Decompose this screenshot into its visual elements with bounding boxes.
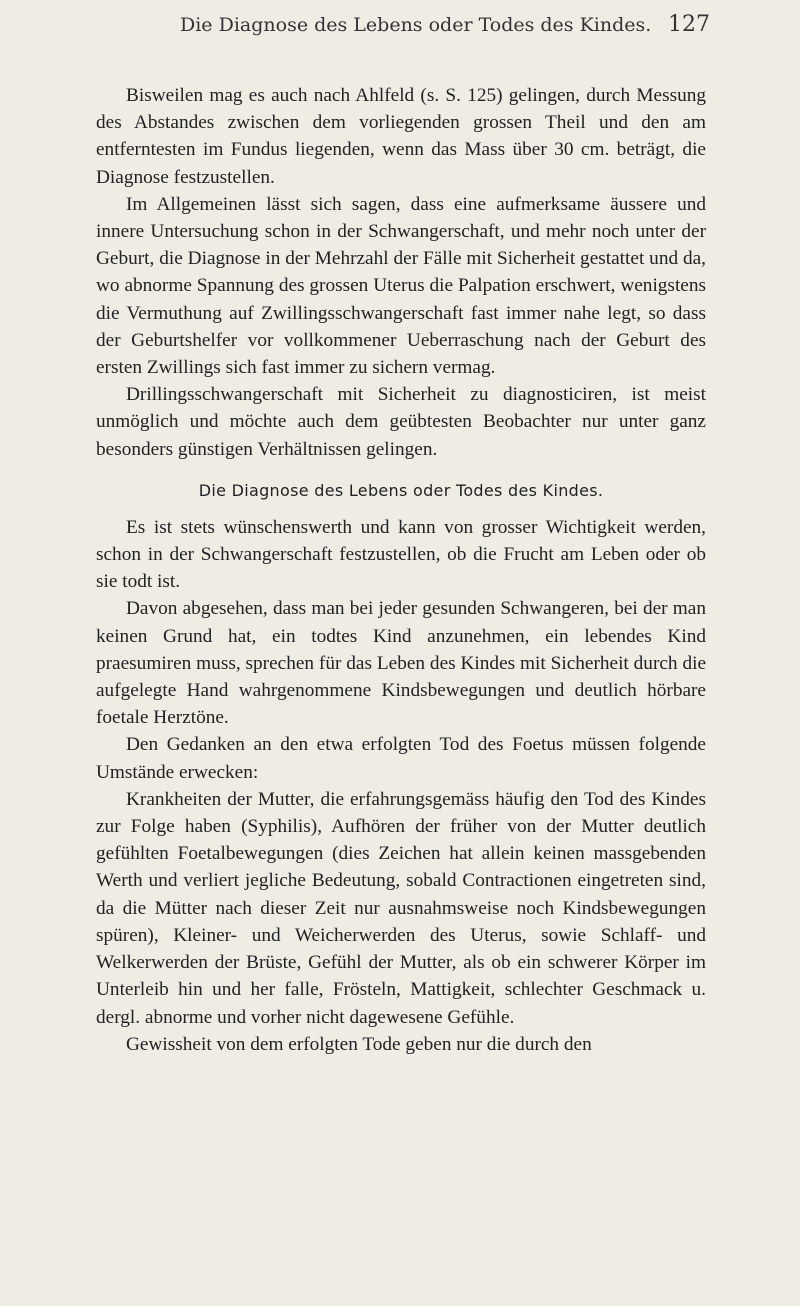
page-number: 127 — [668, 12, 710, 37]
paragraph: Drillingsschwangerschaft mit Sicherheit zu diagnosticiren, ist meist unmöglich und möchte auch dem geübtesten Beobachter nur unter ganz besonders günstigen Verhältnissen gelingen. — [96, 384, 706, 460]
paragraph: Im Allgemeinen lässt sich sagen, dass eine aufmerksame äussere und innere Untersuchung schon in der Schwangerschaft, und mehr noch unter der Geburt, die Diagnose in der Mehrzahl der Fälle mit Sicherheit gestattet und da, wo abnorme Spannung des grossen Uterus die Palpation erschwert, wenigstens die Vermuthung auf Zwillingsschwangerschaft fast immer nahe legt, so dass der Geburtshelfer vor vollkommener Ueberraschung nach der Geburt des ersten Zwillings sich fast immer zu sichern vermag. — [96, 193, 706, 379]
paragraph: Davon abgesehen, dass man bei jeder gesunden Schwangeren, bei der man keinen Grund hat, ein todtes Kind anzunehmen, ein lebendes Kind praesumiren muss, sprechen für das Leben des Kindes mit Sicherheit durch die aufgelegte Hand wahrgenommene Kindsbewegungen und deutlich hörbare foetale Herztöne. — [96, 598, 706, 729]
paragraph: Bisweilen mag es auch nach Ahlfeld (s. S. 125) gelingen, durch Messung des Abstandes zwischen dem vorliegenden grossen Theil und den am entferntesten im Fundus liegenden, wenn das Mass über 30 cm. beträgt, die Diagnose festzustellen. — [96, 85, 706, 188]
paragraph: Gewissheit von dem erfolgten Tode geben nur die durch den — [126, 1033, 592, 1055]
running-title: Die Diagnose des Lebens oder Todes des Kindes. — [180, 14, 652, 36]
paragraph: Den Gedanken an den etwa erfolgten Tod des Foetus müssen folgende Umstände erwecken: — [96, 734, 706, 783]
section-heading: Die Diagnose des Lebens oder Todes des Kindes. — [198, 480, 604, 500]
paragraph: Es ist stets wünschenswerth und kann von grosser Wichtigkeit werden, schon in der Schwangerschaft festzustellen, ob die Frucht am Leben oder ob sie todt ist. — [96, 516, 706, 593]
page-header — [180, 14, 710, 36]
paragraph: Krankheiten der Mutter, die erfahrungsgemäss häufig den Tod des Kindes zur Folge haben (Syphilis), Aufhören der früher von der Mutter deutlich gefühlten Foetalbewegungen (dies Zeichen hat allein keinen massgebenden Werth und verliert jegliche Bedeutung, sobald Contractionen eingetreten sind, da die Mütter nach dieser Zeit nur ausnahmsweise noch Kindsbewegungen spüren), Kleiner- und Weicherwerden des Uterus, sowie Schlaff- und Welkerwerden der Brüste, Gefühl der Mutter, als ob ein schwerer Körper im Unterleib hin und her falle, Frösteln, Mattigkeit, schlechter Geschmack u. dergl. abnorme und vorher nicht dagewesene Gefühle. — [96, 788, 706, 1028]
text-body — [96, 82, 706, 1058]
